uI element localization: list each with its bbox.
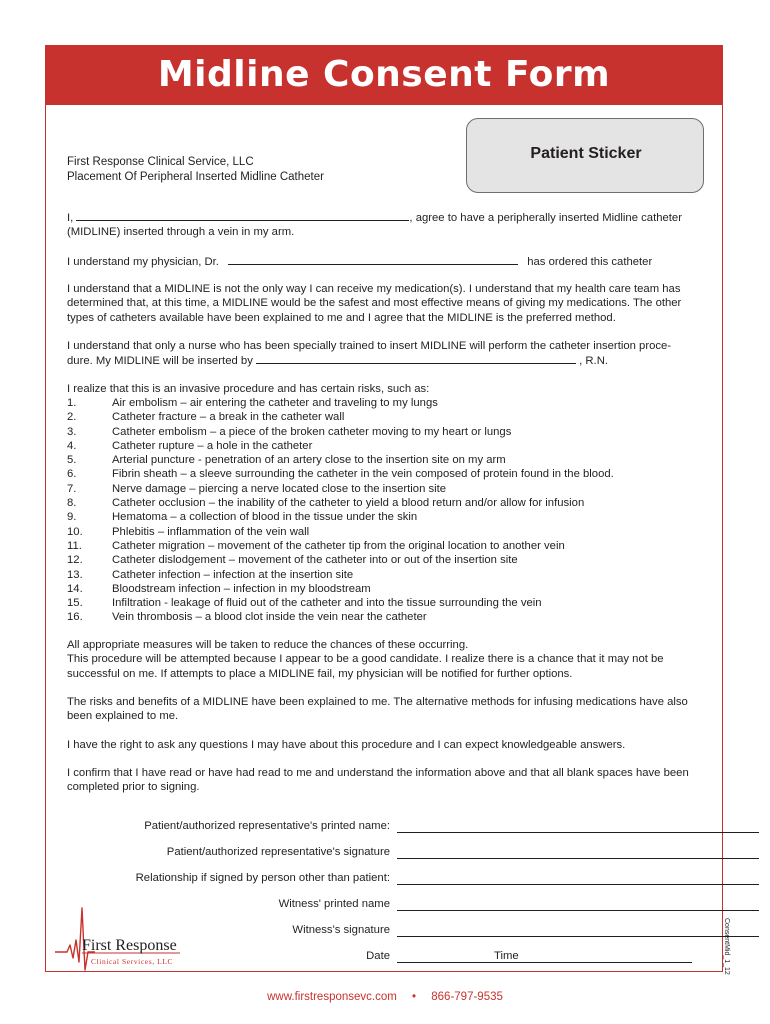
- printed-name-row: [60, 820, 700, 836]
- signature-label: Patient/authorized representative's signature: [166, 846, 390, 858]
- footer-phone[interactable]: 866-797-9535: [431, 991, 503, 1003]
- printed-name-field[interactable]: [397, 832, 759, 833]
- footer-website-link[interactable]: www.firstresponsevc.com: [267, 991, 397, 1003]
- list-item-number: 6.: [67, 468, 77, 481]
- time-field[interactable]: [524, 962, 692, 963]
- witness-signature-field[interactable]: [397, 936, 759, 937]
- relationship-label: Relationship if signed by person other than patient:: [135, 872, 390, 884]
- list-item: [67, 510, 695, 524]
- risks-benefits-paragraph: The risks and benefits of a MIDLINE have been explained to me. The alternative methods for infusing medications have also been explained to me.: [67, 696, 688, 723]
- patient-name-blank[interactable]: [76, 210, 409, 221]
- physician-name-blank[interactable]: [228, 254, 518, 265]
- agree-prefix: I,: [67, 212, 74, 224]
- nurse-paragraph: [67, 339, 695, 369]
- date-label: Date: [366, 950, 390, 962]
- list-item: [67, 553, 695, 567]
- footer: [0, 991, 770, 1003]
- time-label: Time: [494, 950, 519, 962]
- list-item: [67, 410, 695, 424]
- list-item-text: Catheter occlusion – the inability of the catheter to yield a blood return and/or allow for infusion: [112, 497, 585, 510]
- patient-sticker-label: Patient Sticker: [530, 145, 642, 162]
- list-item-number: 13.: [67, 568, 83, 581]
- confirm-paragraph: I confirm that I have read or have had read to me and understand the information above and that all blank spaces have been completed prior to signing.: [67, 767, 689, 794]
- list-item-number: 15.: [67, 597, 83, 610]
- list-item-number: 14.: [67, 582, 83, 595]
- list-item-number: 2.: [67, 411, 77, 424]
- list-item: [67, 482, 695, 496]
- list-item-number: 7.: [67, 482, 77, 495]
- measures-line1: All appropriate measures will be taken to reduce the chances of these occurring.: [67, 639, 469, 651]
- list-item-text: Hematoma – a collection of blood in the tissue under the skin: [112, 511, 418, 524]
- company-name: First Response Clinical Service, LLC: [67, 156, 254, 168]
- signature-field[interactable]: [397, 858, 759, 859]
- list-item: [67, 568, 695, 582]
- measures-paragraph: [67, 638, 695, 681]
- list-item-text: Air embolism – air entering the catheter and traveling to my lungs: [112, 397, 438, 409]
- list-item-number: 8.: [67, 497, 77, 510]
- physician-prefix: I understand my physician, Dr.: [67, 256, 219, 268]
- list-item-number: 9.: [67, 511, 77, 524]
- nurse-prefix: dure. My MIDLINE will be inserted by: [67, 355, 253, 368]
- list-item: [67, 496, 695, 510]
- list-item-number: 12.: [67, 554, 83, 567]
- risks-list: [67, 396, 695, 625]
- agree-suffix: , agree to have a peripherally inserted Midline catheter: [409, 212, 682, 224]
- list-item: [67, 525, 695, 539]
- company-block: [67, 155, 324, 184]
- list-item-number: 10.: [67, 525, 83, 538]
- list-item: [67, 467, 695, 481]
- list-item: [67, 539, 695, 553]
- nurse-line1: I understand that only a nurse who has been specially trained to insert MIDLINE will perform the catheter insertion proce-: [67, 340, 672, 352]
- understand-paragraph: I understand that a MIDLINE is not the only way I can receive my medication(s). I understand that my health care team has determined that, at this time, a MIDLINE would be the safest and most effective means of giving my medications. The other types of catheters available have been explained to me and I agree that the MIDLINE is the preferred method.: [67, 283, 682, 324]
- list-item-text: Nerve damage – piercing a nerve located close to the insertion site: [112, 482, 447, 495]
- page-title: Midline Consent Form: [157, 54, 611, 95]
- list-item-text: Phlebitis – inflammation of the vein wall: [112, 525, 310, 538]
- logo-name: First Response: [82, 937, 177, 954]
- list-item-number: 1.: [67, 397, 77, 409]
- list-item: [67, 453, 695, 467]
- form-code: ConsentMid_1_12: [723, 918, 730, 975]
- list-item: [67, 396, 695, 410]
- nurse-name-blank[interactable]: [256, 353, 576, 364]
- nurse-suffix: , R.N.: [579, 355, 608, 368]
- signature-row: [60, 846, 700, 862]
- relationship-row: [60, 872, 700, 888]
- physician-paragraph: [67, 254, 695, 269]
- list-item-text: Catheter embolism – a piece of the broken catheter moving to my heart or lungs: [112, 425, 512, 438]
- list-item-text: Infiltration - leakage of fluid out of the catheter and into the tissue surrounding the vein: [112, 597, 542, 610]
- list-item: [67, 439, 695, 453]
- list-item-text: Fibrin sheath – a sleeve surrounding the catheter in the vein composed of protein found in the blood.: [112, 468, 614, 481]
- printed-name-label: Patient/authorized representative's printed name:: [144, 820, 390, 832]
- risks-intro: I realize that this is an invasive procedure and has certain risks, such as:: [67, 383, 430, 395]
- agree-line2: (MIDLINE) inserted through a vein in my arm.: [67, 226, 295, 239]
- list-item-number: 3.: [67, 425, 77, 438]
- list-item-text: Catheter migration – movement of the catheter tip from the original location to another vein: [112, 539, 565, 552]
- witness-printed-field[interactable]: [397, 910, 759, 911]
- list-item-number: 4.: [67, 439, 77, 452]
- logo-subtitle: Clinical Services, LLC: [91, 957, 174, 966]
- witness-signature-label: Witness's signature: [292, 924, 390, 936]
- list-item-text: Vein thrombosis – a blood clot inside the vein near the catheter: [112, 611, 427, 624]
- company-subtitle: Placement Of Peripheral Inserted Midline Catheter: [67, 170, 324, 183]
- witness-printed-label: Witness' printed name: [278, 898, 390, 910]
- list-item-text: Bloodstream infection – infection in my bloodstream: [112, 582, 371, 595]
- list-item-text: Arterial puncture - penetration of an artery close to the insertion site on my arm: [112, 454, 506, 467]
- list-item-text: Catheter rupture – a hole in the catheter: [112, 439, 313, 452]
- physician-suffix: has ordered this catheter: [527, 256, 653, 268]
- list-item-number: 5.: [67, 454, 77, 467]
- list-item-text: Catheter dislodgement – movement of the catheter into or out of the insertion site: [112, 554, 518, 567]
- relationship-field[interactable]: [397, 884, 759, 885]
- patient-sticker-box: [466, 118, 704, 193]
- measures-line2: This procedure will be attempted because I appear to be a good candidate. I realize there is a chance that it may not be successful on me. If attempts to place a MIDLINE fail, my physician will be notified for further options.: [67, 653, 664, 680]
- list-item-number: 16.: [67, 611, 83, 624]
- agree-paragraph: [67, 210, 695, 240]
- list-item: [67, 582, 695, 596]
- list-item: [67, 610, 695, 624]
- list-item: [67, 425, 695, 439]
- list-item-text: Catheter fracture – a break in the catheter wall: [112, 411, 345, 424]
- right-to-ask-paragraph: I have the right to ask any questions I may have about this procedure and I can expect knowledgeable answers.: [67, 739, 626, 751]
- list-item-number: 11.: [67, 539, 82, 552]
- list-item-text: Catheter infection – infection at the insertion site: [112, 568, 354, 581]
- list-item: [67, 596, 695, 610]
- footer-separator: •: [412, 991, 417, 1003]
